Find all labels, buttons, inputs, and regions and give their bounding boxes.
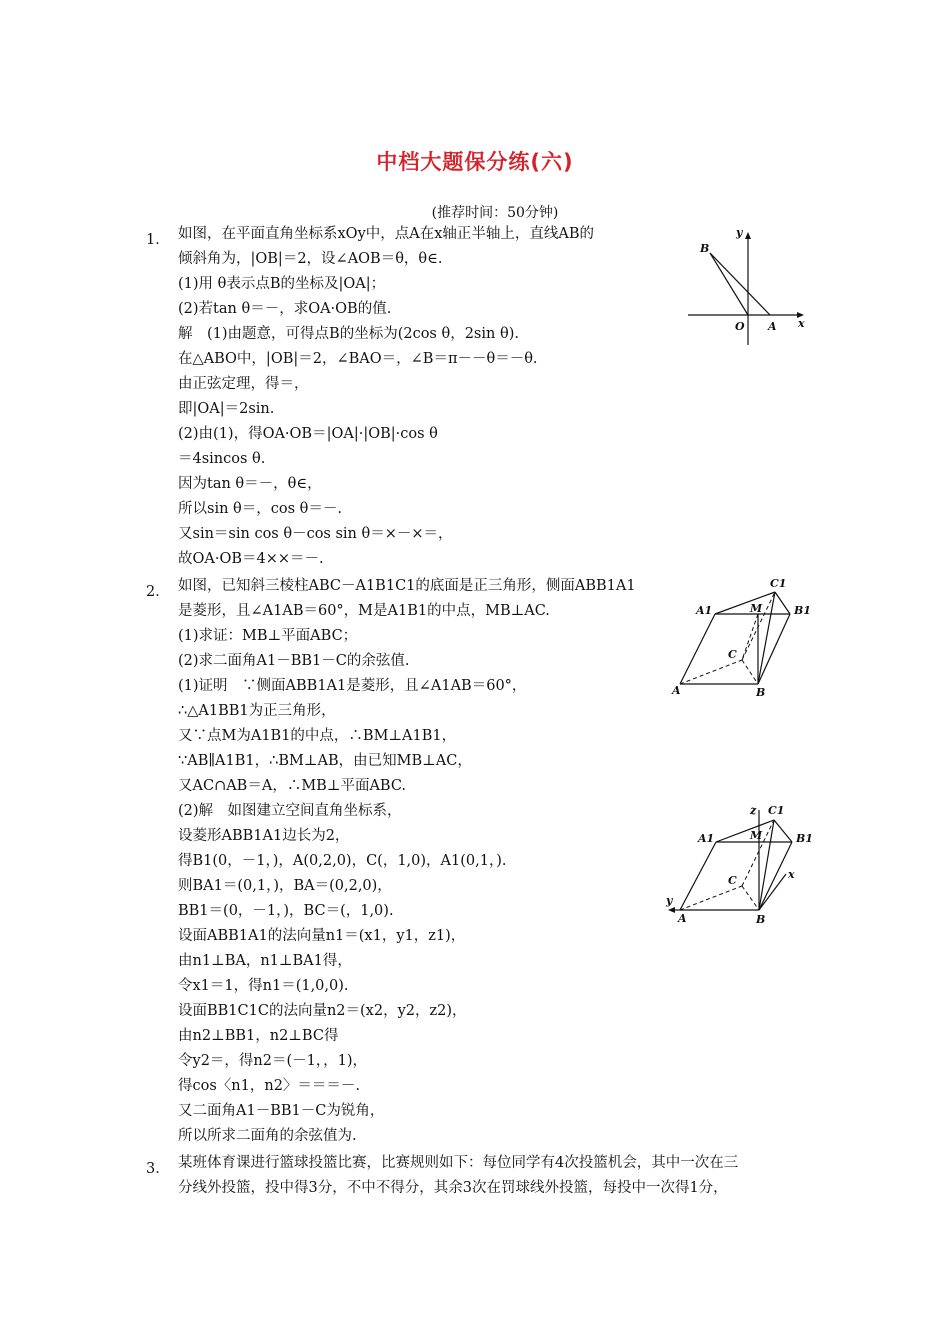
label-o: O bbox=[735, 320, 745, 333]
figure-2-prism-diagram bbox=[670, 572, 820, 702]
label-b: B bbox=[756, 913, 766, 926]
problem-1-line: (2)由(1)，得OA·OB＝|OA|·|OB|·cos θ bbox=[178, 426, 438, 442]
label-a: A bbox=[672, 684, 681, 697]
y-axis-arrow bbox=[745, 232, 751, 239]
problem-1-line: 故OA·OB＝4××＝－. bbox=[178, 551, 324, 567]
segment-ab bbox=[710, 253, 770, 315]
problem-3-line: 分线外投篮，投中得3分，不中不得分，其余3次在罚球线外投篮，每投中一次得1分， bbox=[178, 1180, 728, 1196]
label-y: y bbox=[736, 226, 743, 239]
problem-1-line: 因为tan θ＝－，θ∈， bbox=[178, 476, 322, 492]
problem-1-line: (2)若tan θ＝－，求OA·OB的值. bbox=[178, 301, 392, 317]
problem-2-line: (2)解 如图建立空间直角坐标系， bbox=[178, 803, 402, 819]
label-a1: A1 bbox=[698, 832, 715, 845]
problem-1-number: 1． bbox=[146, 232, 170, 248]
problem-2-line: 由n2⊥BB1，n2⊥BC得 bbox=[178, 1028, 339, 1044]
figure-1-coordinate-diagram bbox=[686, 220, 816, 350]
label-y: y bbox=[666, 894, 673, 907]
problem-2-line: 是菱形，且∠A1AB＝60°，M是A1B1的中点，MB⊥AC. bbox=[178, 603, 550, 619]
hidden-edge-a-c bbox=[680, 660, 742, 684]
label-z: z bbox=[750, 804, 757, 817]
problem-1-line: (1)用 θ表示点B的坐标及|OA|； bbox=[178, 276, 386, 292]
recommended-time: (推荐时间：50分钟) bbox=[431, 205, 559, 221]
problem-1-line: 又sin＝sin cos θ－cos sin θ＝×－×＝， bbox=[178, 526, 453, 542]
problem-1-line: 如图，在平面直角坐标系xOy中，点A在x轴正半轴上，直线AB的 bbox=[178, 226, 595, 242]
hidden-edge-c-b bbox=[742, 660, 758, 684]
label-x: x bbox=[788, 868, 795, 881]
x-axis bbox=[759, 874, 786, 910]
label-a: A bbox=[768, 320, 777, 333]
label-c1: C1 bbox=[768, 804, 785, 817]
label-c: C bbox=[728, 874, 737, 887]
problem-1-line: 解 (1)由题意，可得点B的坐标为(2cos θ，2sin θ). bbox=[178, 326, 519, 342]
label-b: B bbox=[700, 242, 710, 255]
label-a: A bbox=[678, 912, 687, 925]
edge-a-a1 bbox=[680, 842, 716, 910]
problem-2-line: ∴△A1BB1为正三角形， bbox=[178, 703, 336, 719]
edge-a-a1 bbox=[680, 614, 715, 684]
segment-ob bbox=[710, 253, 748, 315]
problem-2-line: 又AC∩AB＝A，∴MB⊥平面ABC. bbox=[178, 778, 407, 794]
problem-2-line: 设面BB1C1C的法向量n2＝(x2，y2，z2)， bbox=[178, 1003, 467, 1019]
problem-3-line: 某班体育课进行篮球投篮比赛，比赛规则如下：每位同学有4次投篮机会，其中一次在三 bbox=[178, 1155, 739, 1171]
problem-2-line: 得cos〈n1，n2〉＝＝＝－. bbox=[178, 1078, 361, 1094]
problem-1-line: 由正弦定理，得＝， bbox=[178, 376, 309, 392]
label-x: x bbox=[798, 317, 805, 330]
edge-c1-b1 bbox=[774, 820, 792, 842]
problem-1-line: 在△ABO中，|OB|＝2，∠BAO＝，∠B＝π－－θ＝－θ. bbox=[178, 351, 538, 367]
y-axis-arrow bbox=[668, 907, 675, 913]
problem-2-line: 又∵点M为A1B1的中点，∴BM⊥A1B1， bbox=[178, 728, 457, 744]
problem-1-line: 即|OA|＝2sin. bbox=[178, 401, 275, 417]
label-m: M bbox=[750, 829, 763, 842]
problem-2-line: (2)求二面角A1－BB1－C的余弦值. bbox=[178, 653, 410, 669]
problem-2-line: 如图，已知斜三棱柱ABC－A1B1C1的底面是正三角形，侧面ABB1A1 bbox=[178, 578, 636, 594]
problem-1-line: ＝4sincos θ. bbox=[178, 451, 266, 467]
problem-2-line: (1)证明 ∵侧面ABB1A1是菱形，且∠A1AB＝60°， bbox=[178, 678, 527, 694]
problem-2-line: 由n1⊥BA，n1⊥BA1得， bbox=[178, 953, 352, 969]
problem-2-line: BB1＝(0，－1，)，BC＝(，1,0). bbox=[178, 903, 394, 919]
problem-2-line: ∵AB∥A1B1，∴BM⊥AB，由已知MB⊥AC， bbox=[178, 753, 472, 769]
figure-3-prism-axes-diagram bbox=[664, 798, 824, 928]
label-b: B bbox=[756, 686, 766, 699]
problem-2-line: 令x1＝1，得n1＝(1,0,0). bbox=[178, 978, 349, 994]
problem-2-line: 设菱形ABB1A1边长为2， bbox=[178, 828, 350, 844]
problem-2-number: 2． bbox=[146, 584, 170, 600]
label-m: M bbox=[750, 602, 763, 615]
problem-1-line: 所以sin θ＝，cos θ＝－. bbox=[178, 501, 342, 517]
label-b1: B1 bbox=[796, 832, 813, 845]
problem-2-line: (1)求证：MB⊥平面ABC； bbox=[178, 628, 358, 644]
hidden-edge-a-c bbox=[680, 886, 742, 910]
problem-2-line: 所以所求二面角的余弦值为. bbox=[178, 1128, 357, 1144]
hidden-edge-c-b bbox=[742, 886, 759, 910]
problem-2-line: 令y2＝，得n2＝(－1，，1)， bbox=[178, 1053, 367, 1069]
label-c1: C1 bbox=[770, 577, 787, 590]
problem-2-line: 设面ABB1A1的法向量n1＝(x1，y1，z1)， bbox=[178, 928, 466, 944]
edge-b-b1 bbox=[758, 614, 790, 684]
problem-2-line: 又二面角A1－BB1－C为锐角， bbox=[178, 1103, 385, 1119]
label-b1: B1 bbox=[794, 604, 811, 617]
problem-1-line: 倾斜角为，|OB|＝2，设∠AOB＝θ，θ∈. bbox=[178, 251, 443, 267]
edge-a1-c1 bbox=[715, 592, 775, 614]
problem-3-number: 3． bbox=[146, 1161, 170, 1177]
label-c: C bbox=[728, 648, 737, 661]
label-a1: A1 bbox=[696, 604, 713, 617]
problem-2-line: 得B1(0，－1，)，A(0,2,0)，C(，1,0)，A1(0,1，). bbox=[178, 853, 507, 869]
problem-2-line: 则BA1＝(0,1，)，BA＝(0,2,0)， bbox=[178, 878, 392, 894]
hidden-edge-m-c bbox=[742, 614, 758, 660]
page-title: 中档大题保分练(六) bbox=[376, 150, 574, 174]
edge-c1-b1 bbox=[775, 592, 790, 614]
